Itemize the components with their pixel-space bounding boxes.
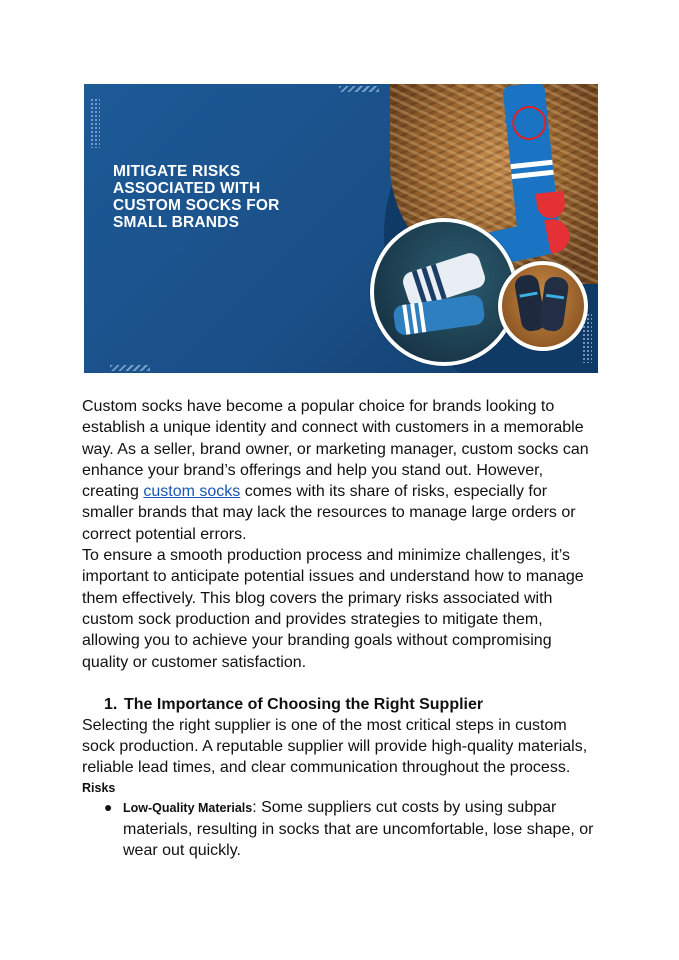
bullet-title: Low-Quality Materials <box>123 800 253 815</box>
intro-paragraph-1 <box>82 396 597 545</box>
risks-label: Risks <box>82 780 116 795</box>
intro-paragraph-2: To ensure a smooth production process and minimize challenges, it’s important to anticipate potential issues and understand how to manage them effectively. This blog covers the primary risks associated with custom sock production and provides strategies to mitigate them, allowing you to achieve your branding goals without compromising quality or customer satisfaction. <box>82 547 584 671</box>
section-title: The Importance of Choosing the Right Supplier <box>124 695 484 713</box>
spacer <box>82 673 597 695</box>
section-heading <box>82 695 597 715</box>
intro-text: comes with its share of risks, especially for smaller brands that may lack the resources to manage large orders or correct potential errors. <box>82 483 576 543</box>
sock-photo-circle-small <box>498 261 588 351</box>
hero-banner <box>84 84 598 373</box>
intro-text: Custom socks have become a popular choice for brands looking to establish a unique identity and connect with customers in a memorable way. As a seller, brand owner, or marketing manager, custom socks can enhance your brand’s offerings and help you stand out. However, creating <box>82 398 589 501</box>
sock-stripe <box>511 170 553 179</box>
sock-logo-mark <box>511 104 548 141</box>
sock-band <box>418 302 426 332</box>
dark-sock-illustration <box>538 276 569 333</box>
bullet-marker: ● <box>104 798 113 815</box>
section-number: 1. <box>104 695 118 713</box>
sock-band <box>402 304 410 334</box>
banner-headline: MITIGATE RISKS ASSOCIATED WITH CUSTOM SOCKS FOR SMALL BRANDS <box>113 163 280 231</box>
bullet-text <box>123 797 597 862</box>
sock-stripe <box>510 160 552 169</box>
custom-socks-link[interactable]: custom socks <box>143 483 241 501</box>
bullet-description: : Some suppliers cut costs by using subpar materials, resulting in socks that are uncomfortable, lose shape, or wear out quickly. <box>123 798 594 860</box>
section-body: Selecting the right supplier is one of the most critical steps in custom sock production. A reputable supplier will provide high-quality materials, reliable lead times, and clear communication throughout the process. <box>82 716 588 777</box>
stripe-decoration <box>110 365 150 371</box>
blue-sock-illustration <box>392 294 485 336</box>
list-item <box>82 797 597 862</box>
article-body <box>82 396 597 862</box>
sock-photo-circle-large <box>370 218 518 366</box>
sock-band <box>410 303 418 333</box>
dot-pattern-decoration <box>90 98 100 148</box>
stripe-decoration <box>339 86 379 92</box>
